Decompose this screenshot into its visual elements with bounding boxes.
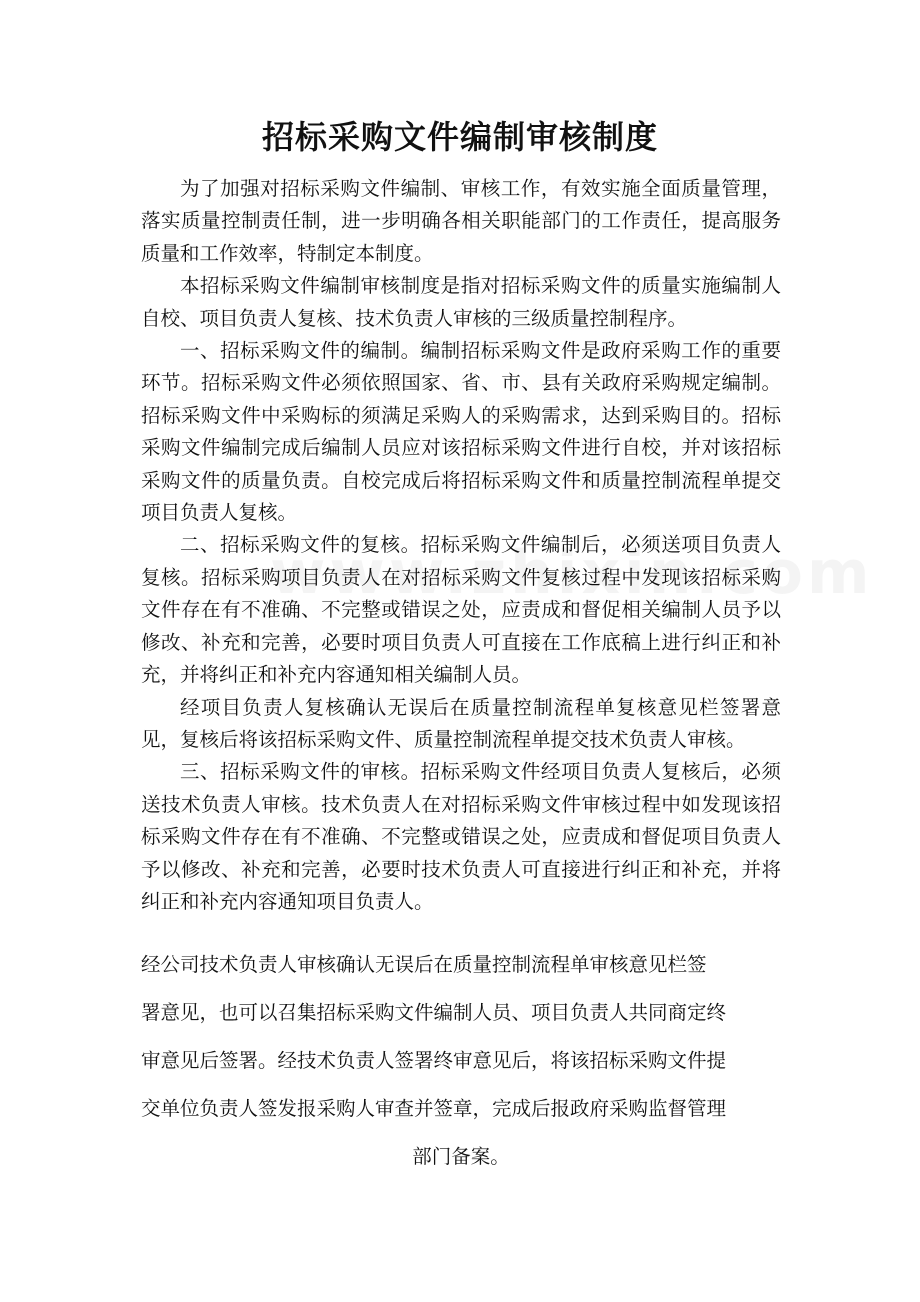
closing-line: 经公司技术负责人审核确认无误后在质量控制流程单审核意见栏签 <box>141 953 707 976</box>
closing-line: 交单位负责人签发报采购人审查并签章，完成后报政府采购监督管理 <box>141 1097 727 1120</box>
paragraph-definition: 本招标采购文件编制审核制度是指对招标采购文件的质量实施编制人自校、项目负责人复核、技术负责人审核的三级质量控制程序。 <box>141 274 781 330</box>
closing-line: 审意见后签署。经技术负责人签署终审意见后，将该招标采购文件提 <box>141 1049 727 1072</box>
document-body <box>141 173 781 918</box>
paragraph-section-1-drafting: 一、招标采购文件的编制。编制招标采购文件是政府采购工作的重要环节。招标采购文件必须依照国家、省、市、县有关政府采购规定编制。招标采购文件中采购标的须满足采购人的采购需求，达到采购目的。招标采购文件编制完成后编制人员应对该招标采购文件进行自校，并对该招标采购文件的质量负责。自校完成后将招标采购文件和质量控制流程单提交项目负责人复核。 <box>141 339 781 525</box>
closing-line: 署意见，也可以召集招标采购文件编制人员、项目负责人共同商定终 <box>141 1001 727 1024</box>
paragraph-intro: 为了加强对招标采购文件编制、审核工作，有效实施全面质量管理，落实质量控制责任制，进一步明确各相关职能部门的工作责任，提高服务质量和工作效率，特制定本制度。 <box>141 177 781 265</box>
closing-paragraph <box>141 941 781 1181</box>
paragraph-section-2-review: 二、招标采购文件的复核。招标采购文件编制后，必须送项目负责人复核。招标采购项目负责人在对招标采购文件复核过程中发现该招标采购文件存在有不准确、不完整或错误之处，应责成和督促相关编制人员予以修改、补充和完善，必要时项目负责人可直接在工作底稿上进行纠正和补充，并将纠正和补充内容通知相关编制人员。 <box>141 533 781 687</box>
closing-line: 部门备案。 <box>412 1145 510 1168</box>
document-title: 招标采购文件编制审核制度 <box>261 118 658 156</box>
paragraph-review-signoff: 经项目负责人复核确认无误后在质量控制流程单复核意见栏签署意见，复核后将该招标采购文件、质量控制流程单提交技术负责人审核。 <box>141 695 781 751</box>
paragraph-section-3-audit: 三、招标采购文件的审核。招标采购文件经项目负责人复核后，必须送技术负责人审核。技术负责人在对招标采购文件审核过程中如发现该招标采购文件存在有不准确、不完整或错误之处，应责成和督促项目负责人予以修改、补充和完善，必要时技术负责人可直接进行纠正和补充，并将纠正和补充内容通知项目负责人。 <box>141 760 781 913</box>
